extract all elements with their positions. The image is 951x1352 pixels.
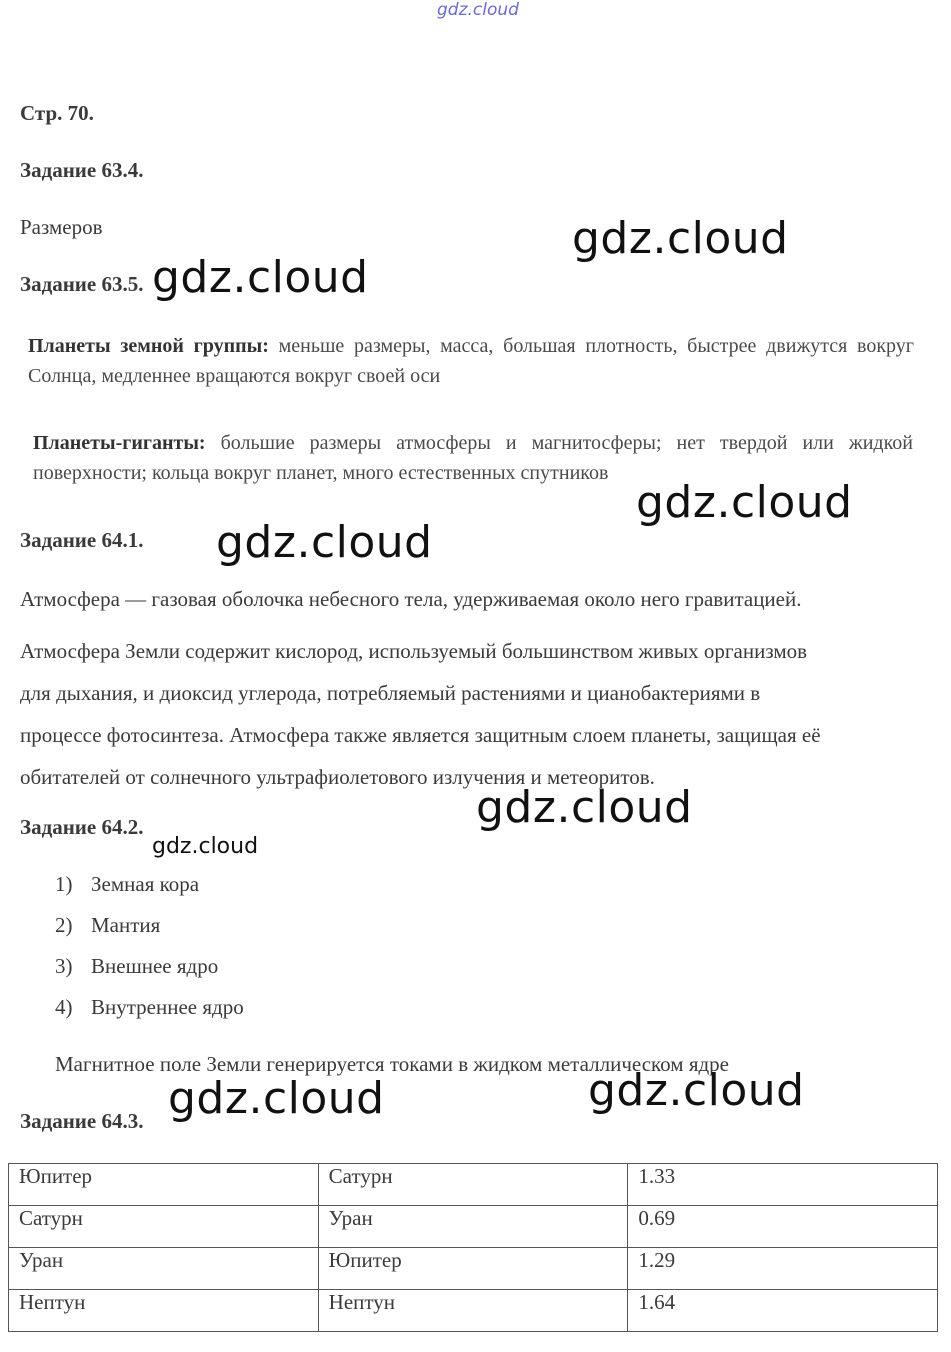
table-cell: Сатурн xyxy=(9,1206,319,1248)
task-63-4-answer: Размеров xyxy=(20,215,103,239)
watermark: gdz.cloud xyxy=(168,1073,385,1124)
magnetic-field-note: Магнитное поле Земли генерируется токами в жидком металлическом ядре xyxy=(55,1052,729,1076)
watermark-small: gdz.cloud xyxy=(152,834,259,859)
list-item-number: 3) xyxy=(55,954,73,978)
watermark: gdz.cloud xyxy=(216,517,433,568)
atmosphere-line-3: процессе фотосинтеза. Атмосфера также является защитным слоем планеты, защищая её xyxy=(20,723,821,747)
table-cell: 1.29 xyxy=(628,1248,938,1290)
table-cell: Юпитер xyxy=(318,1248,628,1290)
list-item-number: 2) xyxy=(55,913,73,937)
task-63-5-title: Задание 63.5. xyxy=(20,272,144,296)
page-number-heading: Стр. 70. xyxy=(20,101,94,125)
watermark: gdz.cloud xyxy=(152,252,369,303)
task-64-1-title: Задание 64.1. xyxy=(20,528,144,552)
top-watermark: gdz.cloud xyxy=(437,0,519,20)
list-item xyxy=(55,954,218,979)
list-item xyxy=(55,872,199,897)
list-item-text: Мантия xyxy=(91,913,161,937)
terrestrial-planets-text: меньше размеры, масса, большая плотность, быстрее движутся вокруг Солнца, медленнее вращаются вокруг своей оси xyxy=(28,335,914,387)
table-cell: Уран xyxy=(318,1206,628,1248)
watermark: gdz.cloud xyxy=(476,782,693,833)
planets-table xyxy=(8,1163,938,1332)
list-item xyxy=(55,913,160,938)
giant-planets-text: большие размеры атмосферы и магнитосферы; нет твердой или жидкой поверхности; кольца вокруг планет, много естественных спутников xyxy=(33,432,913,484)
task-64-2-title: Задание 64.2. xyxy=(20,815,144,839)
list-item-number: 4) xyxy=(55,995,73,1019)
watermark: gdz.cloud xyxy=(636,477,853,528)
task-63-4-title: Задание 63.4. xyxy=(20,158,144,182)
list-item-text: Внутреннее ядро xyxy=(91,995,244,1019)
table-cell: 0.69 xyxy=(628,1206,938,1248)
list-item xyxy=(55,995,244,1020)
table-cell: Юпитер xyxy=(9,1164,319,1206)
table-row xyxy=(9,1290,938,1332)
table-row xyxy=(9,1164,938,1206)
terrestrial-planets-label: Планеты земной группы: xyxy=(28,335,269,357)
table-row xyxy=(9,1248,938,1290)
list-item-number: 1) xyxy=(55,872,73,896)
table-cell: Сатурн xyxy=(318,1164,628,1206)
atmosphere-line-1: Атмосфера Земли содержит кислород, используемый большинством живых организмов xyxy=(20,639,808,663)
giant-planets-label: Планеты-гиганты: xyxy=(33,432,206,454)
table-row xyxy=(9,1206,938,1248)
atmosphere-definition: Атмосфера — газовая оболочка небесного тела, удерживаемая около него гравитацией. xyxy=(20,587,802,611)
table-cell: Нептун xyxy=(318,1290,628,1332)
table-cell: Уран xyxy=(9,1248,319,1290)
list-item-text: Земная кора xyxy=(91,872,200,896)
atmosphere-line-2: для дыхания, и диоксид углерода, потребляемый растениями и цианобактериями в xyxy=(20,681,761,705)
task-64-3-title: Задание 64.3. xyxy=(20,1109,144,1133)
watermark: gdz.cloud xyxy=(572,213,789,264)
terrestrial-planets-paragraph xyxy=(28,331,914,391)
table-cell: 1.33 xyxy=(628,1164,938,1206)
table-cell: Нептун xyxy=(9,1290,319,1332)
table-cell: 1.64 xyxy=(628,1290,938,1332)
watermark: gdz.cloud xyxy=(588,1065,805,1116)
atmosphere-paragraph xyxy=(20,630,940,798)
atmosphere-line-4: обитателей от солнечного ультрафиолетового излучения и метеоритов. xyxy=(20,765,655,789)
list-item-text: Внешнее ядро xyxy=(91,954,219,978)
